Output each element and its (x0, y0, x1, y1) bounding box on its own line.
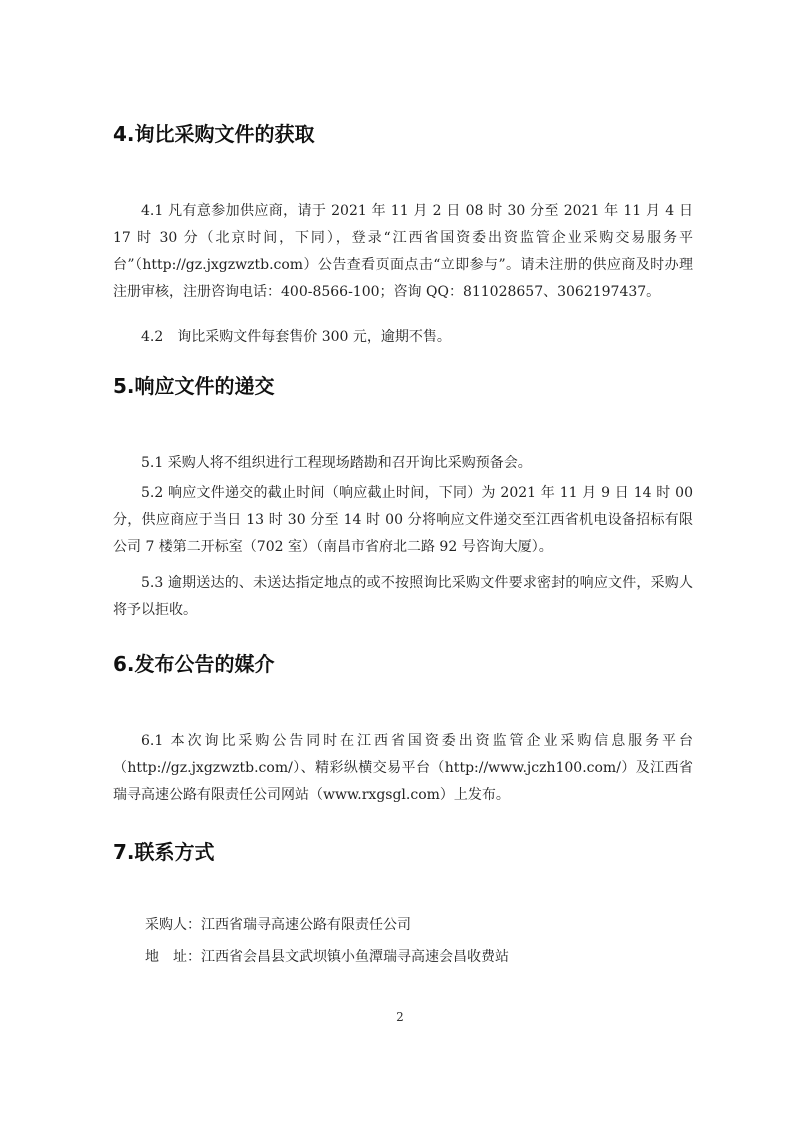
paragraph-6-1: 6.1 本次询比采购公告同时在江西省国资委出资监管企业采购信息服务平台（http://gz.jxgzwztb.com/）、精彩纵横交易平台（http://www.jczh100.com/）及江西省瑞寻高速公路有限责任公司网站（www.rxgsgl.com）上发布。 (113, 733, 693, 803)
page-number: 2 (396, 1010, 404, 1024)
section-heading-7: 7.联系方式 (113, 840, 215, 864)
section-heading-6: 6.发布公告的媒介 (113, 652, 275, 676)
paragraph-5-1: 5.1 采购人将不组织进行工程现场踏勘和召开询比采购预备会。 (141, 455, 532, 471)
paragraph-4-1: 4.1 凡有意参加供应商，请于 2021 年 11 月 2 日 08 时 30 分至 2021 年 11 月 4 日 17 时 30 分（北京时间，下同），登录“江西省国资委出资监管企业采购交易服务平台”（http://gz.jxgzwztb.com）公告查看页面点击“立即参与”。请未注册的供应商及时办理注册审核，注册咨询电话：400-8566-100；咨询 QQ：811028657、3062197437。 (113, 203, 693, 300)
paragraph-5-3: 5.3 逾期送达的、未送达指定地点的或不按照询比采购文件要求密封的响应文件，采购人将予以拒收。 (113, 575, 693, 618)
paragraph-5-2: 5.2 响应文件递交的截止时间（响应截止时间，下同）为 2021 年 11 月 9 日 14 时 00 分，供应商应于当日 13 时 30 分至 14 时 00 分将响应文件递交至江西省机电设备招标有限公司 7 楼第二开标室（702 室）（南昌市省府北二路 92 号咨询大厦）。 (113, 485, 693, 555)
paragraph-4-2: 4.2 询比采购文件每套售价 300 元，逾期不售。 (141, 329, 451, 345)
section-heading-5: 5.响应文件的递交 (113, 374, 275, 398)
section-heading-4: 4.询比采购文件的获取 (113, 122, 315, 146)
contact-purchaser: 采购人：江西省瑞寻高速公路有限责任公司 (145, 917, 411, 933)
contact-address: 地 址：江西省会昌县文武坝镇小鱼潭瑞寻高速会昌收费站 (145, 949, 509, 965)
